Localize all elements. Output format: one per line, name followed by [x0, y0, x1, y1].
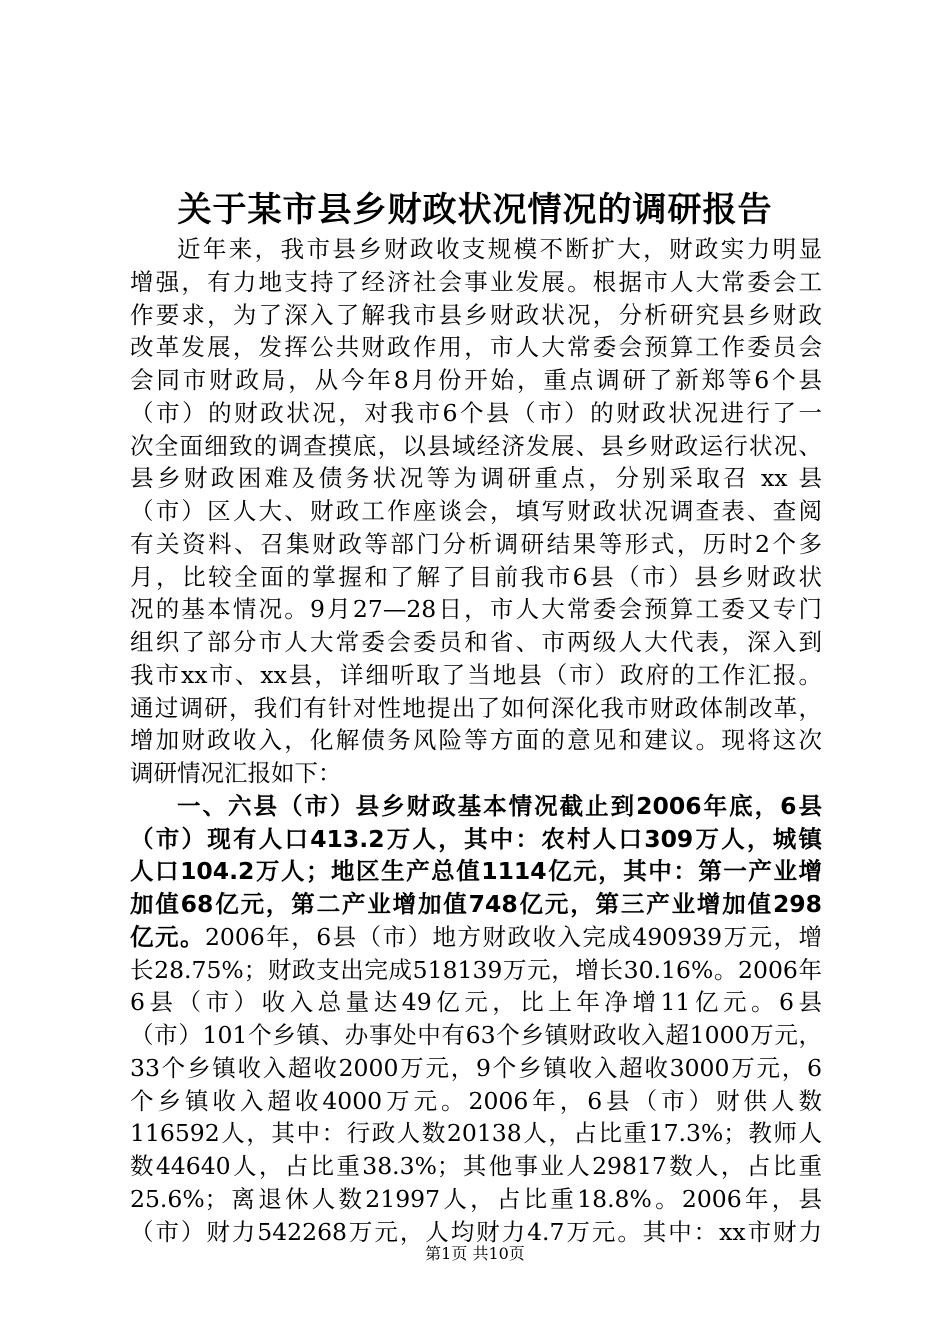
body-line: 33个乡镇收入超收2000万元，9个乡镇收入超收3000万元，6: [130, 1053, 822, 1082]
body-line: 县乡财政困难及债务状况等为调研重点，分别采取召 xx 县: [130, 464, 822, 493]
body-line: （市）财力542268万元，人均财力4.7万元。其中：xx市财力: [130, 1217, 822, 1246]
section-heading-line: 人口104.2万人；地区生产总值1114亿元，其中：第一产业增: [130, 857, 822, 886]
body-line: 6县（市）收入总量达49亿元，比上年净增11亿元。6县: [130, 988, 822, 1017]
body-line-mixed: [130, 921, 822, 954]
body-line: 组织了部分市人大常委会委员和省、市两级人大代表，深入到: [130, 628, 822, 656]
body-line: （市）101个乡镇、办事处中有63个乡镇财政收入超1000万元，: [130, 1021, 822, 1049]
body-line: 改革发展，发挥公共财政作用，市人大常委会预算工作委员会: [130, 333, 822, 362]
body-line: 长28.75%；财政支出完成518139万元，增长30.16%。2006年: [130, 955, 822, 984]
body-line: 况的基本情况。9月27—28日，市人大常委会预算工委又专门: [130, 595, 822, 624]
document-body: [130, 233, 822, 1248]
section-heading-tail: 亿元。: [130, 922, 205, 951]
body-line: （市）区人大、财政工作座谈会，填写财政状况调查表、查阅: [130, 497, 822, 525]
section-heading-line: 一、六县（市）县乡财政基本情况截止到2006年底，6县: [177, 791, 822, 820]
body-line: 个乡镇收入超收4000万元。2006年，6县（市）财供人数: [130, 1086, 822, 1115]
body-line: 会同市财政局，从今年8月份开始，重点调研了新郑等6个县: [130, 366, 822, 394]
body-line: 增加财政收入，化解债务风险等方面的意见和建议。现将这次: [130, 726, 822, 755]
document-title: 关于某市县乡财政状况情况的调研报告: [177, 190, 773, 230]
body-line: 通过调研，我们有针对性地提出了如何深化我市财政体制改革，: [130, 693, 822, 722]
body-line: 数44640人，占比重38.3%；其他事业人29817数人，占比重: [130, 1152, 822, 1180]
body-line: 我市xx市、xx县，详细听取了当地县（市）政府的工作汇报。: [130, 660, 822, 689]
section-heading-line: 加值68亿元，第二产业增加值748亿元，第三产业增加值298: [130, 890, 822, 918]
body-line: 次全面细致的调查摸底，以县域经济发展、县乡财政运行状况、: [130, 431, 822, 460]
body-line: 有关资料、召集财政等部门分析调研结果等形式，历时2个多: [130, 529, 822, 558]
body-line: 调研情况汇报如下：: [130, 759, 342, 787]
body-line: 增强，有力地支持了经济社会事业发展。根据市人大常委会工: [130, 267, 822, 296]
body-line: 116592人，其中：行政人数20138人，占比重17.3%；教师人: [130, 1119, 822, 1148]
page-footer: 第1页 共10页: [425, 1244, 525, 1263]
body-line: 近年来，我市县乡财政收支规模不断扩大，财政实力明显: [177, 235, 822, 263]
body-line: （市）的财政状况，对我市6个县（市）的财政状况进行了一: [130, 398, 822, 427]
body-line: 月，比较全面的掌握和了解了目前我市6县（市）县乡财政状: [130, 562, 822, 591]
body-text-segment: 2006年，6县（市）地方财政收入完成490939万元，增: [204, 922, 823, 951]
body-line: 25.6%；离退休人数21997人，占比重18.8%。2006年，县: [130, 1184, 822, 1213]
body-line: 作要求，为了深入了解我市县乡财政状况，分析研究县乡财政: [130, 300, 822, 329]
section-heading-line: （市）现有人口413.2万人，其中：农村人口309万人，城镇: [130, 824, 822, 853]
